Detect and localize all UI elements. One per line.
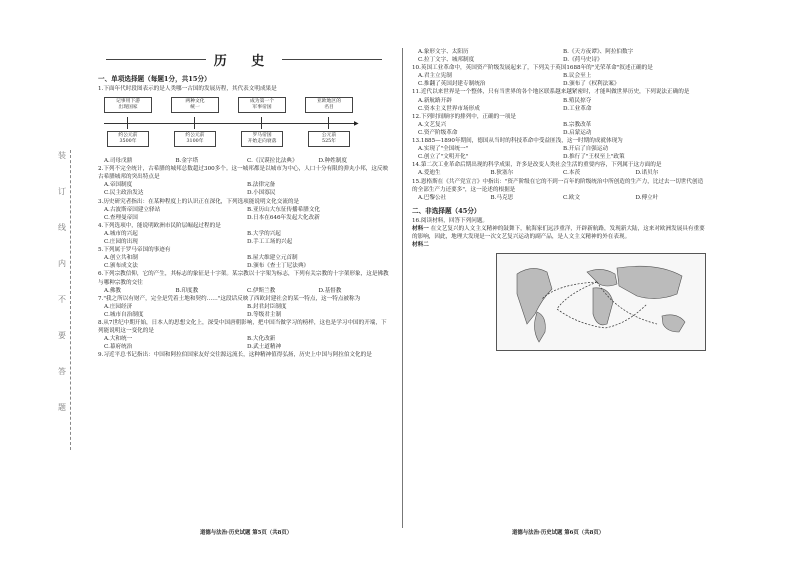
question-options <box>98 287 390 295</box>
option: B.法律完备 <box>247 182 276 189</box>
option: D.颁布《查士丁尼法典》 <box>247 263 310 270</box>
option: B.屋大维建立元首制 <box>247 255 298 262</box>
option: D.日本在646年发起大化改新 <box>247 214 320 221</box>
binding-mark: 答 <box>58 367 66 376</box>
option: D.等级君主制 <box>247 311 282 318</box>
question-stem: 7."我之所以有财产，完全是凭着土地和契约……"这段话反映了西欧封建社会的某一特点，这一特点被称为 <box>98 295 361 302</box>
option: A.古波斯帝国建立驿站 <box>104 206 161 213</box>
left-question-list <box>98 157 390 359</box>
option: A.庄园经济 <box>104 303 133 310</box>
question-stem: 4.下列选项中，能说明欧洲市民阶层崛起过程的是 <box>98 222 221 229</box>
question-stem: 12.下列时间顺序的排列中，正确的一项是 <box>412 113 516 120</box>
timeline-tick <box>328 117 329 129</box>
q16-stem: 16.阅读材料，回答下列问题。 <box>412 217 489 224</box>
question-options <box>98 181 390 197</box>
option: A.巴黎公社 <box>418 194 447 201</box>
question-options <box>412 72 708 88</box>
option: B.狄塞尔 <box>490 170 514 177</box>
option: A.大和统一 <box>104 336 133 343</box>
question-options <box>412 121 708 137</box>
question-options <box>98 303 390 319</box>
left-page <box>98 48 390 528</box>
option: C.颁布成文法 <box>104 263 138 270</box>
option: D.诺贝尔 <box>635 170 659 177</box>
question-stem: 2.下列不完全统计，古希腊的城邦总数超过300多个。这一城邦都是以城市为中心，人口十分有限的弹丸小邦，这反映古希腊城邦的突出特点是 <box>98 166 389 181</box>
question-stem: 11.近代以来世界是一个整体，只有当世界的各个地区联系越来越紧密时，才能叫做世界历史，下列说法正确的是 <box>412 89 690 96</box>
timeline-tick <box>261 117 262 129</box>
title-rule-right <box>282 59 382 60</box>
question-options <box>98 254 390 270</box>
right-question-list <box>412 64 708 202</box>
world-map-icon <box>497 254 705 350</box>
footer-right: 道德与法治·历史试题 第6页（共8页） <box>512 530 605 536</box>
binding-mark: 内 <box>58 259 66 268</box>
option: D.小国寡民 <box>247 190 276 197</box>
timeline-bottom-label: 公元前 525年 <box>308 131 350 147</box>
question-stem: 5.下列属于罗马帝国的事迹有 <box>98 247 171 254</box>
question-options <box>412 145 708 161</box>
title-row <box>98 48 390 70</box>
option: D.推行了"王权至上"政策 <box>563 154 625 161</box>
binding-mark: 装 <box>58 151 66 160</box>
right-page <box>412 48 708 528</box>
binding-mark: 线 <box>58 223 66 232</box>
timeline-top-label: 记事用下游 出现国家 <box>104 97 152 113</box>
option: A.文艺复兴 <box>418 121 447 128</box>
q9-options <box>412 48 708 64</box>
question-stem: 8.从7世纪中期开始，日本人的思想文化上，深受中国唐朝影响，把中国当做学习的榜样，这也是学习中国的开端，下列能说明这一变化的是 <box>98 319 387 335</box>
option: A.爱迪生 <box>418 170 441 177</box>
question-stem: 3.历史研究者指出：在某种程度上的认识正在深化，下列选项能说明文化交流的是 <box>98 198 300 205</box>
option: A.司母戊鼎 <box>104 158 133 165</box>
binding-line <box>56 150 71 450</box>
timeline-diagram <box>104 95 366 155</box>
question-stem: 10.英国工业革命中，英国资产阶级发展起来了，下列关于英国1688年的"光荣革命"叙述正确的是 <box>412 65 653 72</box>
question-options <box>98 335 390 351</box>
option: A.君主立宪制 <box>418 73 452 80</box>
option: C.幕府统治 <box>104 344 133 351</box>
timeline-bottom-label: 约公元前 3500年 <box>107 131 149 147</box>
question-options <box>412 169 708 177</box>
timeline-arrow-icon: ▶ <box>354 120 359 128</box>
timeline-top-label: 亚欧地区的 名目 <box>305 97 353 113</box>
option: D.基督教 <box>318 287 342 294</box>
title-rule-left <box>106 59 206 60</box>
timeline-tick <box>194 117 195 129</box>
binding-mark: 订 <box>58 187 66 196</box>
timeline-bottom-label: 罗马帝国 开始走向衰落 <box>241 131 283 147</box>
option: D.颁布了《权利法案》 <box>563 81 620 88</box>
option: A.城市的兴起 <box>104 230 138 237</box>
option: B.马克思 <box>490 194 514 201</box>
option: B.金字塔 <box>175 158 199 165</box>
option: A.创立共和制 <box>104 255 138 262</box>
option: C.民主政治发达 <box>104 190 144 197</box>
option: D.启蒙运动 <box>563 129 592 136</box>
option: C.本茨 <box>563 170 581 177</box>
timeline-axis <box>104 123 356 124</box>
timeline-tick <box>127 117 128 129</box>
option: B.《天方夜谭》、阿拉伯数字 <box>563 49 634 55</box>
option: B.议会至上 <box>563 73 592 80</box>
option: C.欧文 <box>563 194 581 201</box>
option: A.象形文字、太阳历 <box>418 49 469 55</box>
question-options <box>412 97 708 113</box>
option: A.新航路开辟 <box>418 97 452 104</box>
question-stem: 15.恩格斯在《共产党宣言》中指出："资产阶级在它的不到一百年的阶级统治中所创造的生产力，比过去一切世代创造的全部生产力还要多"，这一论述的根据是 <box>412 178 704 193</box>
option: B.宗教改革 <box>563 121 592 128</box>
option: C.城市自治制度 <box>104 311 144 318</box>
option: B.印度教 <box>175 287 199 294</box>
question-stem: 14.第二次工业革命后期出现的科学成果，许多是改变人类社会生活的重要内容，下列属于这方面的是 <box>412 162 662 169</box>
option: B.封君封臣制度 <box>247 303 287 310</box>
material2 <box>412 241 708 249</box>
page-title: 历 史 <box>213 53 275 69</box>
question-stem: 1.下面年代时段图表示的是人类哪一古国的发展历程，其代表文明成果是 <box>98 86 277 92</box>
question-stem: 6.下列宗教信仰，它的产生，其标志的象征是十字架。某宗教以十字架为标志，下列有关宗教的十字架形象，这是佛教与哪种宗教的交往 <box>98 271 389 286</box>
option: D.工业革命 <box>563 105 592 112</box>
material1-label: 材料一 <box>412 225 429 232</box>
option: D.种姓制度 <box>318 158 347 165</box>
option: B.亚历山大东征传播希腊文化 <box>247 206 321 213</box>
option: A.实现了"全国统一" <box>418 146 469 153</box>
timeline-bottom-label: 约公元前 3100年 <box>174 131 216 147</box>
option: C.创立了"文明开化" <box>418 154 469 161</box>
option: B.大化改新 <box>247 336 276 343</box>
option: C.资产阶级革命 <box>418 129 458 136</box>
option: C.庄园的出现 <box>104 239 138 246</box>
question-options <box>98 230 390 246</box>
material1 <box>412 225 708 241</box>
option: C.推翻了英国封建专制统治 <box>418 81 486 88</box>
question-options <box>98 157 390 165</box>
material1-text: 在文艺复兴的人文主义精神的鼓舞下，航海家们远涉重洋，开辟新航路，发现新大陆，这来对欧洲发展具有重要的影响，因此，地理大发现是一次文艺复兴运动的副产品，是人文主义精神的外在表现。 <box>412 225 705 240</box>
option: D.《荷马史诗》 <box>563 57 603 64</box>
material2-label: 材料二 <box>412 242 429 249</box>
section1-heading: 一、单项选择题（每题1分，共15分） <box>98 75 211 83</box>
question-options <box>98 206 390 222</box>
option: C.《汉谟拉比法典》 <box>247 158 298 165</box>
option: A.佛教 <box>104 287 122 294</box>
option: D.傅立叶 <box>635 194 659 201</box>
option: C.资本主义世界市场形成 <box>418 105 480 112</box>
option: D.武士道精神 <box>247 344 282 351</box>
option: B.开启了自强运动 <box>563 146 609 153</box>
binding-mark: 题 <box>58 403 66 412</box>
binding-mark: 不 <box>58 295 66 304</box>
binding-mark: 要 <box>58 331 66 340</box>
option: D.手工工场的兴起 <box>247 239 293 246</box>
section2-heading: 二、非选择题（45分） <box>412 206 481 215</box>
option: C.查理曼帝国 <box>104 214 138 221</box>
option: A.帝国制度 <box>104 182 133 189</box>
question-options <box>412 194 708 202</box>
question-stem: 9.习近平总书记指出：中国和阿拉伯国家友好交往源远流长，这种精神值得弘扬，历史上中国与阿拉伯文化的是 <box>98 352 372 359</box>
question-stem: 13.1885—1890年期间，德国从当时的科技革命中受益匪浅，这一时期的成就体现为 <box>412 138 623 145</box>
option: B.大学的兴起 <box>247 230 281 237</box>
footer-left: 道德与法治·历史试题 第5页（共8页） <box>200 530 293 536</box>
timeline-top-label: 成为第一个 军事帝国 <box>238 97 286 113</box>
option: C.拉丁文字、城邦制度 <box>418 57 475 64</box>
timeline-top-label: 两种文化 统一 <box>171 97 219 113</box>
option: B.殖民掠夺 <box>563 97 592 104</box>
page-divider <box>402 48 403 528</box>
option: C.伊斯兰教 <box>247 287 276 294</box>
world-map-figure <box>496 253 706 351</box>
